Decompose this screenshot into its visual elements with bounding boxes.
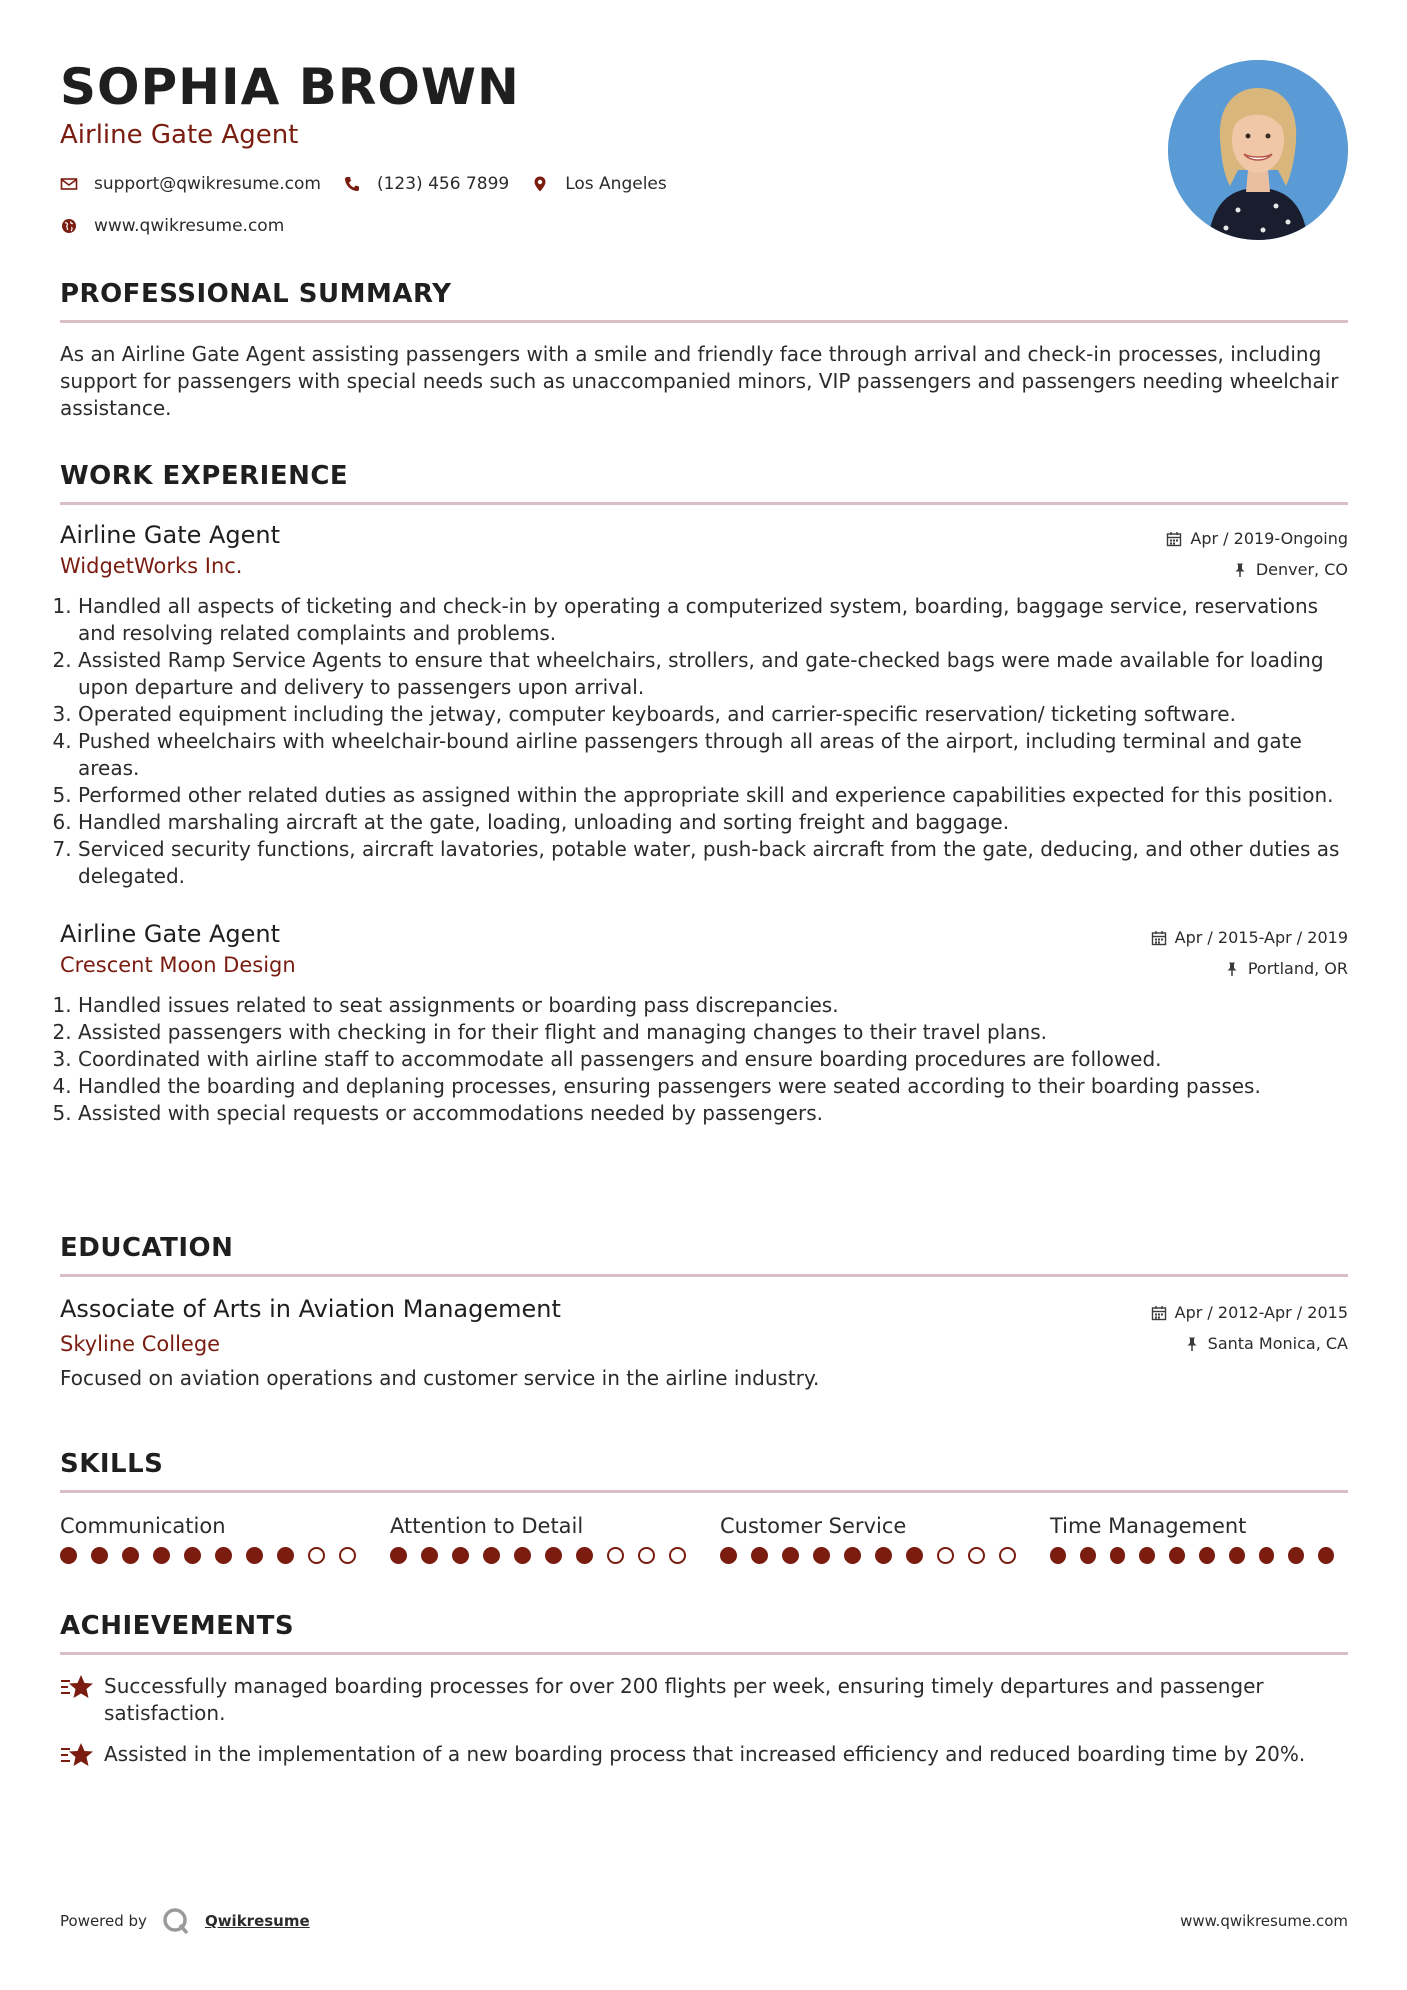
rating-dot-filled: [1288, 1547, 1304, 1564]
job-dates: Apr / 2019-Ongoing: [1190, 529, 1348, 548]
rating-dot-empty: [339, 1547, 356, 1564]
contact-website[interactable]: [60, 214, 284, 238]
degree-name: Associate of Arts in Aviation Management: [60, 1295, 561, 1323]
pushpin-icon: [1232, 562, 1248, 578]
education-heading: EDUCATION: [60, 1233, 234, 1263]
job-location: Denver, CO: [1255, 560, 1348, 579]
skill-name: Time Management: [1050, 1514, 1247, 1538]
rating-dot-filled: [184, 1547, 201, 1564]
rating-dot-filled: [813, 1547, 830, 1564]
achievement-text: Successfully managed boarding processes for over 200 flights per week, ensuring timely departures and passenger satisfaction.: [104, 1674, 1264, 1725]
rating-dot-filled: [1169, 1547, 1185, 1564]
duty-item: 4. Handled the boarding and deplaning processes, ensuring passengers were seated according to their boarding passes.: [78, 1073, 1348, 1100]
education-location: Santa Monica, CA: [1207, 1334, 1348, 1353]
pushpin-icon: [1184, 1336, 1200, 1352]
section-divider: [60, 1490, 1348, 1493]
duty-item: 1. Handled issues related to seat assignments or boarding pass discrepancies.: [78, 992, 1348, 1019]
globe-icon: [60, 217, 78, 235]
contact-info: [60, 172, 1348, 238]
rating-dot-filled: [1318, 1547, 1334, 1564]
map-pin-icon: [531, 175, 549, 193]
achievement-item: [60, 1741, 1348, 1769]
rating-dot-filled: [576, 1547, 593, 1564]
skills-section: [60, 1446, 1348, 1564]
rating-dot-filled: [844, 1547, 861, 1564]
footer-url[interactable]: www.qwikresume.com: [1180, 1912, 1348, 1930]
job-title: Airline Gate Agent: [60, 920, 281, 948]
phone-text: (123) 456 7899: [376, 174, 510, 194]
job-company: Crescent Moon Design: [60, 953, 296, 977]
duty-item: 5. Performed other related duties as assigned within the appropriate skill and experience capabilities expected for this position.: [78, 782, 1348, 809]
achievement-item: [60, 1673, 1348, 1727]
contact-location: [531, 172, 667, 196]
candidate-name: SOPHIA BROWN: [60, 58, 520, 116]
rating-dot-filled: [906, 1547, 923, 1564]
rating-dot-empty: [968, 1547, 985, 1564]
star-achievement-icon: [60, 1673, 94, 1701]
rating-dot-filled: [1199, 1547, 1215, 1564]
rating-dot-filled: [782, 1547, 799, 1564]
rating-dot-filled: [277, 1547, 294, 1564]
rating-dot-filled: [421, 1547, 438, 1564]
email-text: support@qwikresume.com: [94, 174, 321, 194]
envelope-icon: [60, 175, 78, 193]
duty-item: 7. Serviced security functions, aircraft lavatories, potable water, push-back aircraft from the gate, deducing, and other duties as delegated.: [78, 836, 1348, 890]
education-meta: [1151, 1297, 1348, 1359]
rating-dot-empty: [607, 1547, 624, 1564]
rating-dot-filled: [720, 1547, 737, 1564]
achievements-section: [60, 1608, 1348, 1769]
rating-dot-filled: [246, 1547, 263, 1564]
skills-heading: SKILLS: [60, 1449, 164, 1479]
location-text: Los Angeles: [565, 174, 667, 194]
job-location: Portland, OR: [1247, 959, 1348, 978]
section-divider: [60, 1652, 1348, 1655]
rating-dot-empty: [669, 1547, 686, 1564]
school-name: Skyline College: [60, 1332, 221, 1356]
skill-rating: [390, 1547, 720, 1564]
skill-name: Communication: [60, 1514, 226, 1538]
job-duties: [60, 992, 1348, 1127]
summary-text: As an Airline Gate Agent assisting passengers with a smile and friendly face through arrival and check-in processes, including support for passengers with special needs such as unaccompanied minors, VIP passengers and passengers needing wheelchair assistance.: [60, 342, 1339, 420]
skill-rating: [60, 1547, 390, 1564]
skills-list: [60, 1511, 1348, 1564]
phone-icon: [343, 175, 361, 193]
skill-item: [390, 1511, 720, 1564]
rating-dot-filled: [91, 1547, 108, 1564]
rating-dot-filled: [153, 1547, 170, 1564]
rating-dot-filled: [1139, 1547, 1155, 1564]
duty-item: 4. Pushed wheelchairs with wheelchair-bound airline passengers through all areas of the airport, including terminal and gate areas.: [78, 728, 1348, 782]
education-section: [60, 1230, 1348, 1392]
job-company: WidgetWorks Inc.: [60, 554, 243, 578]
rating-dot-filled: [514, 1547, 531, 1564]
rating-dot-empty: [999, 1547, 1016, 1564]
job-meta: [1166, 523, 1348, 585]
powered-by: [60, 1906, 310, 1936]
contact-email[interactable]: [60, 172, 321, 196]
job-duties: [60, 593, 1348, 890]
rating-dot-filled: [483, 1547, 500, 1564]
rating-dot-empty: [937, 1547, 954, 1564]
powered-by-text: Powered by: [60, 1912, 147, 1930]
footer: [60, 1898, 1348, 1938]
rating-dot-filled: [545, 1547, 562, 1564]
qwikresume-logo-icon: [161, 1906, 191, 1936]
duty-item: 6. Handled marshaling aircraft at the gate, loading, unloading and sorting freight and baggage.: [78, 809, 1348, 836]
duty-item: 3. Operated equipment including the jetway, computer keyboards, and carrier-specific reservation/ ticketing software.: [78, 701, 1348, 728]
rating-dot-filled: [1229, 1547, 1245, 1564]
duty-item: 2. Assisted passengers with checking in for their flight and managing changes to their travel plans.: [78, 1019, 1348, 1046]
rating-dot-empty: [638, 1547, 655, 1564]
job-entry: [60, 918, 1348, 1127]
rating-dot-filled: [1259, 1547, 1275, 1564]
duty-item: 5. Assisted with special requests or accommodations needed by passengers.: [78, 1100, 1348, 1127]
skill-item: [720, 1511, 1050, 1564]
rating-dot-filled: [1050, 1547, 1066, 1564]
calendar-icon: [1151, 1305, 1167, 1321]
education-description: Focused on aviation operations and customer service in the airline industry.: [60, 1366, 820, 1390]
education-entry: [60, 1293, 1348, 1392]
rating-dot-filled: [122, 1547, 139, 1564]
education-dates: Apr / 2012-Apr / 2015: [1174, 1303, 1348, 1322]
contact-phone[interactable]: [343, 172, 509, 196]
rating-dot-filled: [452, 1547, 469, 1564]
duty-item: 2. Assisted Ramp Service Agents to ensure that wheelchairs, strollers, and gate-checked bags were made available for loading upon departure and delivery to passengers upon arrival.: [78, 647, 1348, 701]
website-text: www.qwikresume.com: [94, 216, 285, 236]
rating-dot-filled: [1110, 1547, 1126, 1564]
qwikresume-link[interactable]: Qwikresume: [204, 1912, 310, 1930]
skill-item: [60, 1511, 390, 1564]
skill-rating: [1050, 1547, 1348, 1564]
section-divider: [60, 1274, 1348, 1277]
resume-header: [60, 56, 1348, 246]
candidate-title: Airline Gate Agent: [60, 120, 299, 150]
pushpin-icon: [1224, 961, 1240, 977]
rating-dot-filled: [875, 1547, 892, 1564]
section-divider: [60, 320, 1348, 323]
rating-dot-filled: [60, 1547, 77, 1564]
skill-name: Attention to Detail: [390, 1514, 584, 1538]
profile-photo-image: [1168, 60, 1348, 240]
rating-dot-filled: [751, 1547, 768, 1564]
rating-dot-empty: [308, 1547, 325, 1564]
calendar-icon: [1166, 531, 1182, 547]
job-entry: [60, 519, 1348, 890]
calendar-icon: [1151, 930, 1167, 946]
profile-photo: [1168, 60, 1348, 240]
skill-rating: [720, 1547, 1050, 1564]
rating-dot-filled: [390, 1547, 407, 1564]
summary-heading: PROFESSIONAL SUMMARY: [60, 279, 452, 309]
duty-item: 3. Coordinated with airline staff to accommodate all passengers and ensure boarding procedures are followed.: [78, 1046, 1348, 1073]
star-achievement-icon: [60, 1741, 94, 1769]
experience-heading: WORK EXPERIENCE: [60, 461, 349, 491]
job-dates: Apr / 2015-Apr / 2019: [1174, 928, 1348, 947]
rating-dot-filled: [1080, 1547, 1096, 1564]
resume-page: [60, 0, 1348, 1990]
duty-item: 1. Handled all aspects of ticketing and check-in by operating a computerized system, boarding, baggage service, reservations and resolving related complaints and problems.: [78, 593, 1348, 647]
achievement-text: Assisted in the implementation of a new boarding process that increased efficiency and reduced boarding time by 20%.: [104, 1742, 1306, 1766]
summary-section: [60, 276, 1348, 422]
skill-item: [1050, 1511, 1348, 1564]
skill-name: Customer Service: [720, 1514, 907, 1538]
job-meta: [1151, 922, 1348, 984]
job-title: Airline Gate Agent: [60, 521, 281, 549]
rating-dot-filled: [215, 1547, 232, 1564]
section-divider: [60, 502, 1348, 505]
experience-section: [60, 458, 1348, 1127]
achievements-heading: ACHIEVEMENTS: [60, 1611, 295, 1641]
